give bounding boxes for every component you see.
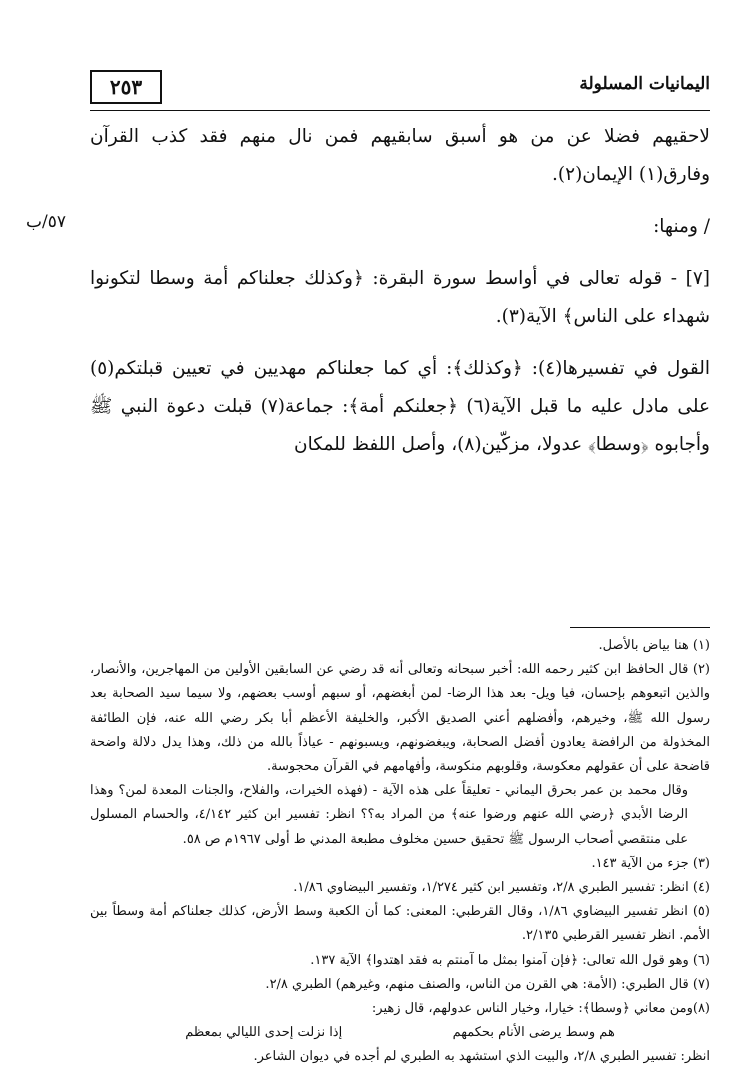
- running-title: اليمانيات المسلولة: [579, 74, 710, 94]
- poem-hemistich-right: هم وسط يرضى الأنام بحكمهم: [452, 1025, 615, 1041]
- margin-folio-note: ٥٧/ب: [26, 212, 66, 232]
- footnote-7: (٧) قال الطبري: (الأمة: هي القرن من الناس، والصنف منهم، وغيرهم) الطبري ٢/٨.: [265, 976, 710, 992]
- main-paragraph-3: [٧] - قوله تعالى في أواسط سورة البقرة: ﴿وكذلك جعلناكم أمة وسطا لتكونوا شهداء على الناس﴾ الآية(٣).: [90, 268, 710, 327]
- footnote-1: (١) هنا بياض بالأصل.: [598, 638, 710, 653]
- footnote-2-continued: وقال محمد بن عمر بحرق اليماني - تعليقاً على هذه الآية - (فهذه الخيرات، والفلاح، والجنات المعدة لمن؟ وهذا الرضا الأبدي ﴿رضي الله عنهم ورضوا عنه﴾ من المراد به؟؟ انظر: تفسير ابن كثير ٤/١٤٢، والحسام المسلول على منتقصي أصحاب الرسول ﷺ تحقيق حسين مخلوف مطبعة المدني ط أولى ١٩٦٧م ص ٥٨.: [90, 783, 688, 847]
- page-number: ٢٥٣: [109, 75, 143, 99]
- main-text: [90, 118, 710, 464]
- footnote-8: (٨)ومن معاني ﴿وسطا﴾: خيارا، وخيار الناس عدولهم، قال زهير:: [371, 1001, 710, 1017]
- footnote-6: (٦) وهو قول الله تعالى: ﴿فإن آمنوا بمثل ما آمنتم به فقد اهتدوا﴾ الآية ١٣٧.: [310, 952, 710, 968]
- footnote-4: (٤) انظر: تفسير الطبري ٢/٨، وتفسير ابن كثير ١/٢٧٤، وتفسير البيضاوي ١/٨٦.: [293, 880, 710, 896]
- footnote-5: (٥) انظر تفسير البيضاوي ١/٨٦، وقال القرطبي: المعنى: كما أن الكعبة وسط الأرض، كذلك جعلناكم أمة وسطاً بين الأمم. انظر تفسير القرطبي ٢/١٣٥.: [90, 904, 710, 944]
- footnote-3: (٣) جزء من الآية ١٤٣.: [591, 855, 710, 871]
- footnotes: [90, 634, 710, 1070]
- poem-verse: [90, 1021, 710, 1045]
- main-paragraph-4: القول في تفسيرها(٤): ﴿وكذلك﴾: أي كما جعلناكم مهديين في تعيين قبلتكم(٥) على مادل عليه ما قبل الآية(٦) ﴿جعلنكم أمة﴾: جماعة(٧) قبلت دعوة النبي ﷺ وأجابوه ﴿وسطا﴾ عدولا، مزكّين(٨)، وأصل اللفظ للمكان: [90, 358, 710, 455]
- main-paragraph-1: لاحقيهم فضلا عن من هو أسبق سابقيهم فمن نال منهم فقد كذب القرآن وفارق(١) الإيمان(٢).: [90, 126, 710, 185]
- poem-hemistich-left: إذا نزلت إحدى الليالي بمعظم: [185, 1025, 343, 1041]
- footnote-2: (٢) قال الحافظ ابن كثير رحمه الله: أخبر سبحانه وتعالى أنه قد رضي عن السابقين الأولين من المهاجرين، والأنصار، والذين اتبعوهم بإحسان، فيا ويل- بعد هذا الرضا- لمن أبغضهم، أو سبهم أوسب بعضهم، ولا سيما سيد الصحابة بعد رسول الله ﷺ، وخيرهم، وأفضلهم أعني الصديق الأكبر، والخليفة الأعظم أبا بكر رضي الله عنه، فإن الطائفة المخذولة من الرافضة يعادون أفضل الصحابة، ويبغضونهم، ويسبونهم - عياذاً بالله من ذلك، وهذا يدل دلالة واضحة قاضحة على أن عقولهم معكوسة، وقلوبهم منكوسة، وأفهامهم في القرآن محجوسة.: [90, 662, 710, 775]
- header-rule: [90, 110, 710, 111]
- main-paragraph-2: / ومنها:: [653, 216, 710, 237]
- footnote-8-reference: انظر: تفسير الطبري ٢/٨، والبيت الذي استشهد به الطبري لم أجده في ديوان الشاعر.: [253, 1049, 710, 1065]
- page-header: [90, 70, 710, 112]
- footnote-separator: [570, 627, 710, 628]
- page-number-box: [90, 70, 162, 104]
